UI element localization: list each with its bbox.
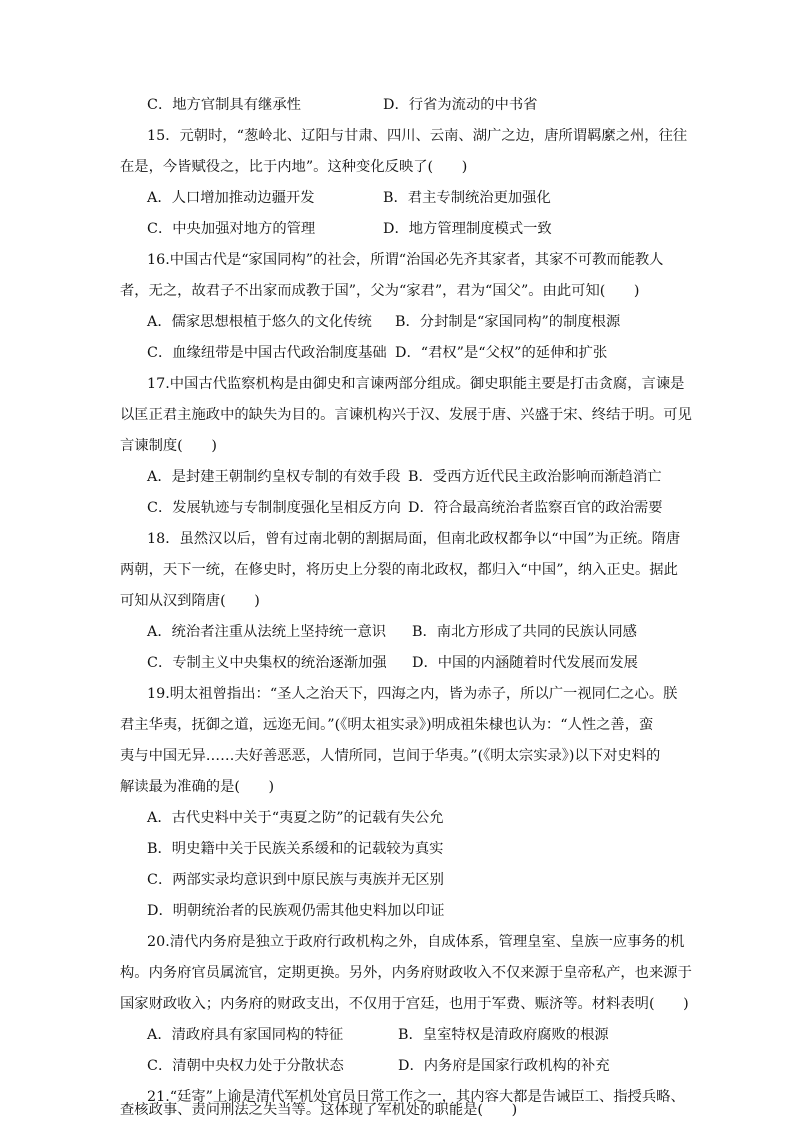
q19-stem-line-3: 夷与中国无异……夫好善恶恶，人情所同，岂间于华夷。”(《明太宗实录》)以下对史料的 bbox=[120, 748, 661, 764]
q19-stem-line-2: 君主华夷，抚御之道，远迩无间。”(《明太祖实录》)明成祖朱棣也认为：“人性之善，蛮 bbox=[120, 717, 654, 733]
q18-option-a: A．统治者注重从法统上坚持统一意识 bbox=[147, 624, 387, 640]
q17-stem-line-2: 以匡正君主施政中的缺失为目的。言谏机构兴于汉、发展于唐、兴盛于宋、终结于明。可见 bbox=[120, 407, 692, 423]
q15-stem-line-2: 在是，今皆赋役之，比于内地”。这种变化反映了( ) bbox=[120, 159, 468, 175]
q16-stem-line-1: 16.中国古代是“家国同构”的社会，所谓“治国必先齐其家者，其家不可教而能教人 bbox=[147, 252, 664, 268]
q17-option-a: A．是封建王朝制约皇权专制的有效手段 bbox=[147, 469, 401, 485]
q17-option-b: B．受西方近代民主政治影响而渐趋消亡 bbox=[408, 469, 662, 485]
q20-stem-line-1: 20.清代内务府是独立于政府行政机构之外，自成体系，管理皇室、皇族一应事务的机 bbox=[147, 934, 685, 950]
q20-option-c: C．清朝中央权力处于分散状态 bbox=[147, 1058, 344, 1074]
q19-stem-line-1: 19.明太祖曾指出：“圣人之治天下，四海之内，皆为赤子，所以广一视同仁之心。朕 bbox=[147, 686, 678, 702]
q18-stem-line-1: 18．虽然汉以后，曾有过南北朝的割据局面，但南北政权都争以“中国”为正统。隋唐 bbox=[147, 531, 681, 547]
q16-stem-line-2: 者，无之，故君子不出家而成教于国”，父为“家君”，君为“国父”。由此可知( ) bbox=[120, 283, 640, 299]
q20-option-b: B．皇室特权是清政府腐败的根源 bbox=[398, 1027, 609, 1043]
q16-option-d: D．“君权”是“父权”的延伸和扩张 bbox=[395, 345, 608, 361]
q20-stem-line-3: 国家财政收入；内务府的财政支出，不仅用于宫廷，也用于军费、赈济等。材料表明( ) bbox=[120, 996, 689, 1012]
q17-stem-line-3: 言谏制度( ) bbox=[120, 438, 217, 454]
q15-option-a: A．人口增加推动边疆开发 bbox=[147, 190, 315, 206]
q17-option-c: C．发展轨迹与专制制度强化呈相反方向 bbox=[147, 500, 401, 516]
q15-stem-line-1: 15．元朝时，“葱岭北、辽阳与甘肃、四川、云南、湖广之边，唐所谓羁縻之州，往往 bbox=[147, 128, 688, 144]
q16-option-a: A．儒家思想根植于悠久的文化传统 bbox=[147, 314, 372, 330]
q14-option-c: C．地方官制具有继承性 bbox=[147, 97, 301, 113]
q20-option-a: A．清政府具有家国同构的特征 bbox=[147, 1027, 344, 1043]
q20-stem-line-2: 构。内务府官员属流官，定期更换。另外，内务府财政收入不仅来源于皇帝私产，也来源于 bbox=[120, 965, 692, 981]
q19-option-c: C．两部实录均意识到中原民族与夷族并无区别 bbox=[147, 872, 444, 888]
q18-stem-line-3: 可知从汉到隋唐( ) bbox=[120, 593, 260, 609]
q17-option-d: D．符合最高统治者监察百官的政治需要 bbox=[408, 500, 663, 516]
q16-option-b: B．分封制是“家国同构”的制度根源 bbox=[395, 314, 621, 330]
q14-option-d: D．行省为流动的中书省 bbox=[383, 97, 538, 113]
q19-option-a: A．古代史料中关于“夷夏之防”的记载有失公允 bbox=[147, 810, 444, 826]
q15-option-b: B．君主专制统治更加强化 bbox=[383, 190, 551, 206]
q18-option-c: C．专制主义中央集权的统治逐渐加强 bbox=[147, 655, 387, 671]
q15-option-d: D．地方管理制度模式一致 bbox=[383, 221, 552, 237]
q18-option-d: D．中国的内涵随着时代发展而发展 bbox=[412, 655, 638, 671]
q17-stem-line-1: 17.中国古代监察机构是由御史和言谏两部分组成。御史职能主要是打击贪腐，言谏是 bbox=[147, 376, 685, 392]
q15-option-c: C．中央加强对地方的管理 bbox=[147, 221, 316, 237]
q20-option-d: D．内务府是国家行政机构的补充 bbox=[398, 1058, 610, 1074]
q18-option-b: B．南北方形成了共同的民族认同感 bbox=[412, 624, 637, 640]
q16-option-c: C．血缘纽带是中国古代政治制度基础 bbox=[147, 345, 387, 361]
q18-stem-line-2: 两朝，天下一统，在修史时，将历史上分裂的南北政权，都归入“中国”，纳入正史。据此 bbox=[120, 562, 678, 578]
q21-stem-line-1: 21.“廷寄”上谕是清代军机处官员日常工作之一，其内容大都是告诫臣工、指授兵略、 bbox=[147, 1089, 685, 1105]
q19-option-b: B．明史籍中关于民族关系缓和的记载较为真实 bbox=[147, 841, 444, 857]
q19-option-d: D．明朝统治者的民族观仍需其他史料加以印证 bbox=[147, 903, 445, 919]
q21-stem-line-2: 查核政事、责问刑法之失当等。这体现了军机处的职能是( ) bbox=[120, 1102, 518, 1118]
q19-stem-line-4: 解读最为准确的是( ) bbox=[120, 779, 275, 795]
